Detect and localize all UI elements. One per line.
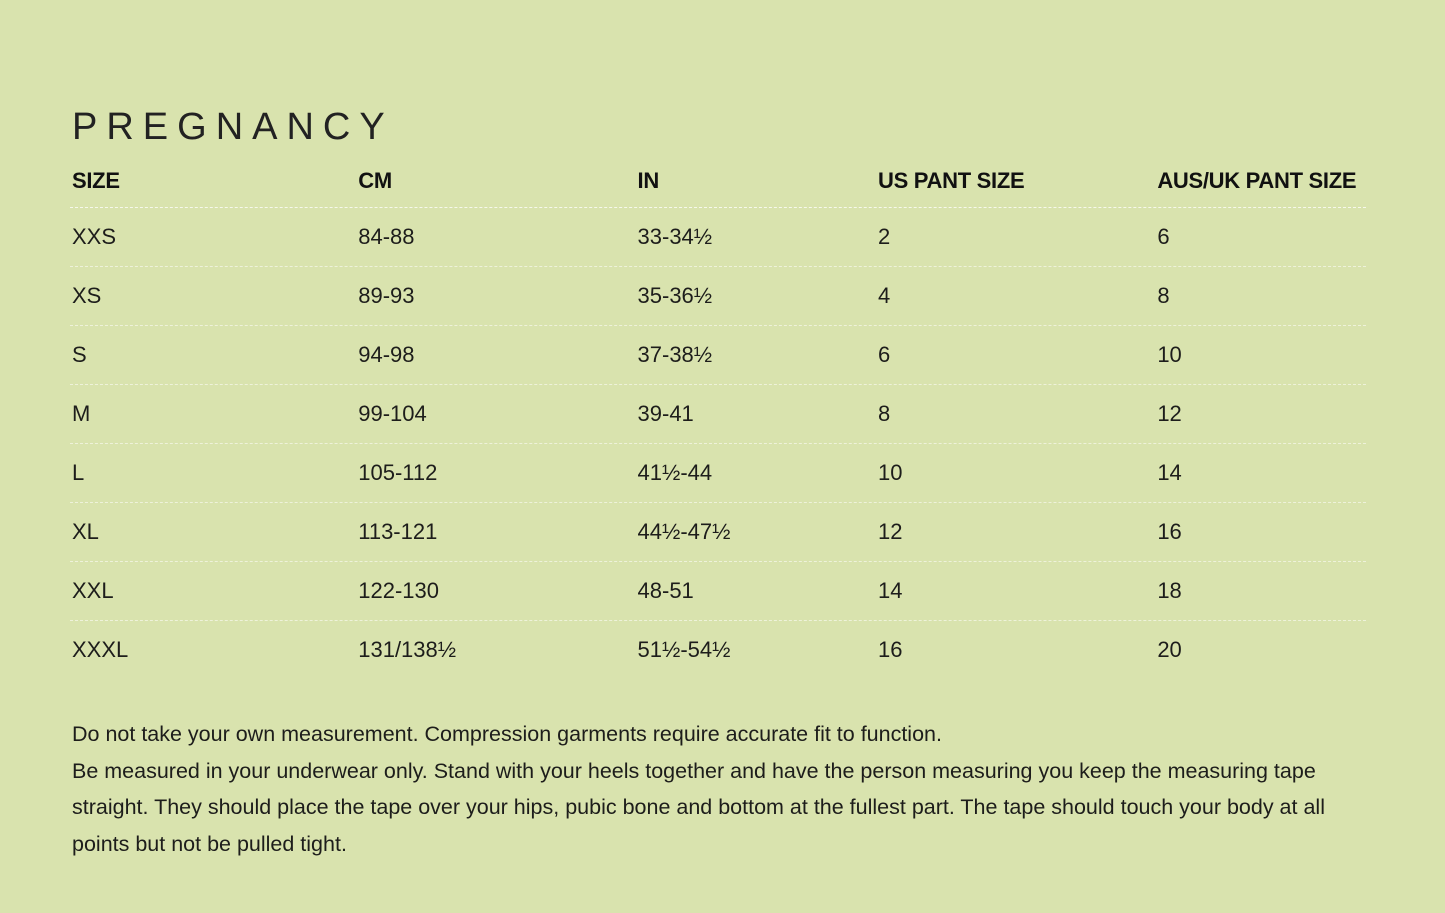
header-aus-uk-pant-size: AUS/UK PANT SIZE [1157,167,1357,193]
cell-aus-uk-pant-size: 12 [1157,401,1182,426]
cell-us-pant-size: 10 [878,460,903,485]
cell-in: 48-51 [637,578,694,603]
cell-size: L [72,460,85,485]
cell-cm: 94-98 [358,342,415,367]
cell-us-pant-size: 6 [878,342,891,367]
table-row [70,621,1366,679]
size-table [70,154,1366,679]
cell-us-pant-size: 14 [878,578,903,603]
header-in: IN [637,167,659,193]
cell-cm: 113-121 [358,519,438,544]
measurement-notes [72,716,1362,863]
cell-cm: 89-93 [358,283,415,308]
cell-in: 39-41 [637,401,694,426]
note-line-1: Do not take your own measurement. Compression garments require accurate fit to function. [72,722,942,746]
cell-in: 33-34½ [637,224,713,249]
table-row [70,267,1366,326]
table-header-row [70,154,1366,208]
table-row [70,208,1366,267]
cell-in: 35-36½ [637,283,713,308]
cell-size: M [72,401,91,426]
table-row [70,444,1366,503]
cell-size: XXL [72,578,114,603]
table-row [70,503,1366,562]
cell-aus-uk-pant-size: 20 [1157,637,1182,662]
cell-size: XS [72,283,102,308]
cell-aus-uk-pant-size: 8 [1157,283,1170,308]
cell-in: 37-38½ [637,342,713,367]
table-row [70,385,1366,444]
cell-cm: 105-112 [358,460,438,485]
cell-aus-uk-pant-size: 14 [1157,460,1182,485]
cell-aus-uk-pant-size: 16 [1157,519,1182,544]
table-row [70,326,1366,385]
table-row [70,562,1366,621]
cell-in: 51½-54½ [637,637,731,662]
cell-in: 41½-44 [637,460,713,485]
cell-size: XXS [72,224,117,249]
page-title: PREGNANCY [72,106,394,149]
cell-us-pant-size: 4 [878,283,891,308]
cell-cm: 99-104 [358,401,427,426]
cell-us-pant-size: 12 [878,519,903,544]
cell-aus-uk-pant-size: 18 [1157,578,1182,603]
cell-aus-uk-pant-size: 10 [1157,342,1182,367]
header-size: SIZE [72,167,120,193]
cell-size: XL [72,519,99,544]
cell-us-pant-size: 8 [878,401,891,426]
cell-us-pant-size: 16 [878,637,903,662]
cell-cm: 84-88 [358,224,415,249]
header-cm: CM [358,167,392,193]
cell-us-pant-size: 2 [878,224,891,249]
cell-cm: 131/138½ [358,637,457,662]
cell-cm: 122-130 [358,578,439,603]
cell-in: 44½-47½ [637,519,731,544]
cell-size: XXXL [72,637,129,662]
cell-size: S [72,342,87,367]
note-line-2: Be measured in your underwear only. Stand with your heels together and have the person measuring you keep the measuring tape straight. They should place the tape over your hips, pubic bone and bottom at the fullest part. The tape should touch your body at all points but not be pulled tight. [72,758,1325,857]
header-us-pant-size: US PANT SIZE [878,167,1025,193]
cell-aus-uk-pant-size: 6 [1157,224,1170,249]
